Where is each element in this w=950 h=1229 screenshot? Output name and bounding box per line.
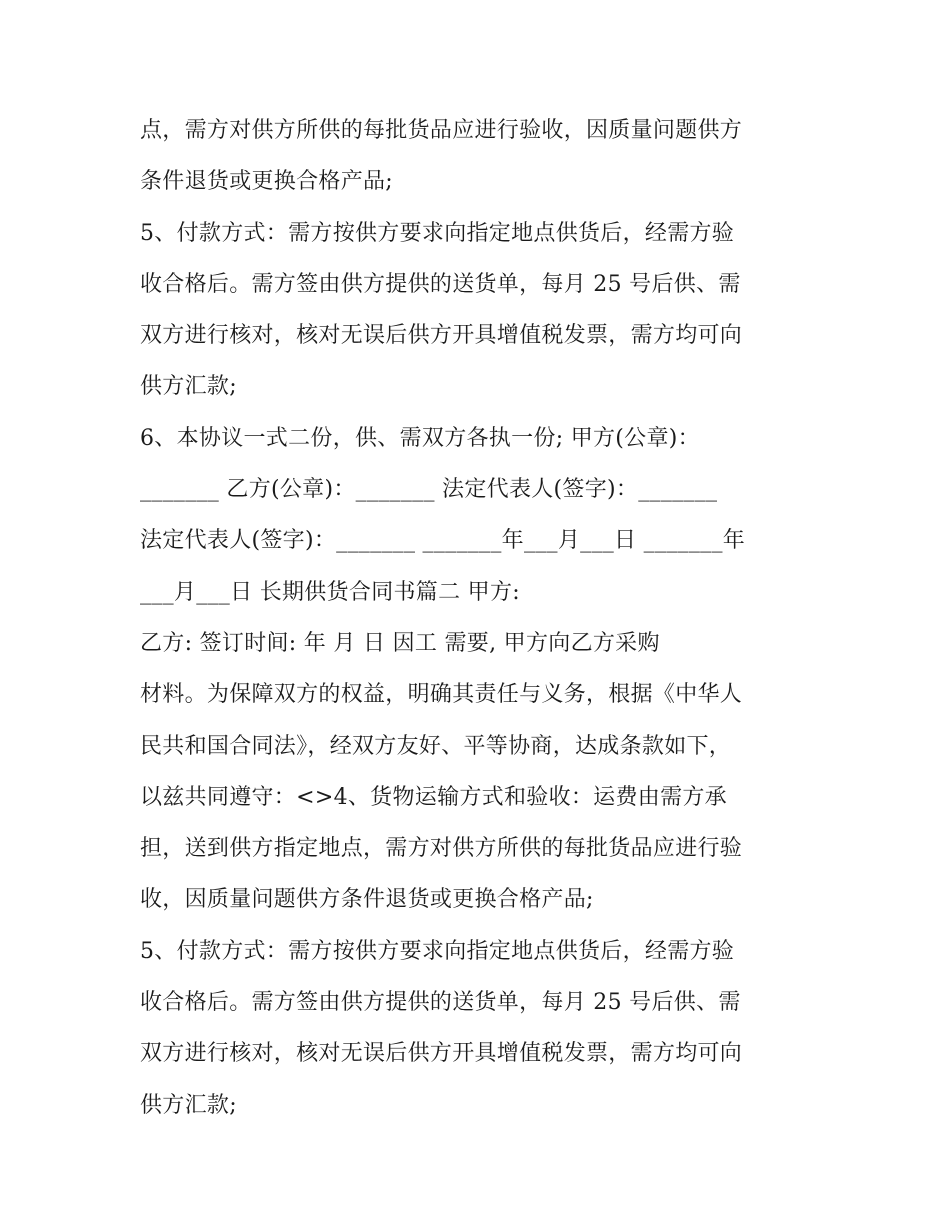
text-line: _______ 乙方(公章)：_______ 法定代表人(签字)：_______	[140, 477, 718, 503]
text-line: 以兹共同遵守：<>4、货物运输方式和验收：运费由需方承	[140, 784, 727, 810]
text-line: 材料。为保障双方的权益，明确其责任与义务，根据《中华人	[140, 682, 743, 708]
text-line: 条件退货或更换合格产品;	[140, 169, 394, 195]
text-line: 双方进行核对，核对无误后供方开具增值税发票，需方均可向	[140, 1041, 743, 1067]
text-line: 供方汇款;	[140, 374, 237, 400]
text-line: 担，送到供方指定地点，需方对供方所供的每批货品应进行验	[140, 836, 743, 862]
text-line: 供方汇款;	[140, 1092, 237, 1118]
text-line: 双方进行核对，核对无误后供方开具增值税发票，需方均可向	[140, 323, 743, 349]
text-line: 收，因质量问题供方条件退货或更换合格产品;	[140, 887, 594, 913]
text-line: 点，需方对供方所供的每批货品应进行验收，因质量问题供方	[140, 118, 743, 143]
text-line: 乙方: 签订时间: 年 月 日 因工 需要, 甲方向乙方采购	[140, 630, 660, 656]
text-line: ___月___日 长期供货合同书篇二 甲方:	[140, 579, 520, 605]
text-line: 6、本协议一式二份，供、需双方各执一份; 甲方(公章)：	[140, 425, 700, 451]
text-line: 5、付款方式：需方按供方要求向指定地点供货后，经需方验	[140, 220, 735, 246]
text-line: 民共和国合同法》，经双方友好、平等协商，达成条款如下，	[140, 733, 732, 759]
text-line: 5、付款方式：需方按供方要求向指定地点供货后，经需方验	[140, 938, 735, 964]
text-line: 收合格后。需方签由供方提供的送货单，每月 25 号后供、需	[140, 271, 741, 297]
contract-text	[140, 105, 830, 1131]
text-line: 收合格后。需方签由供方提供的送货单，每月 25 号后供、需	[140, 990, 741, 1016]
text-line: 法定代表人(签字)：_______ _______年___月___日 _______年	[140, 528, 746, 554]
